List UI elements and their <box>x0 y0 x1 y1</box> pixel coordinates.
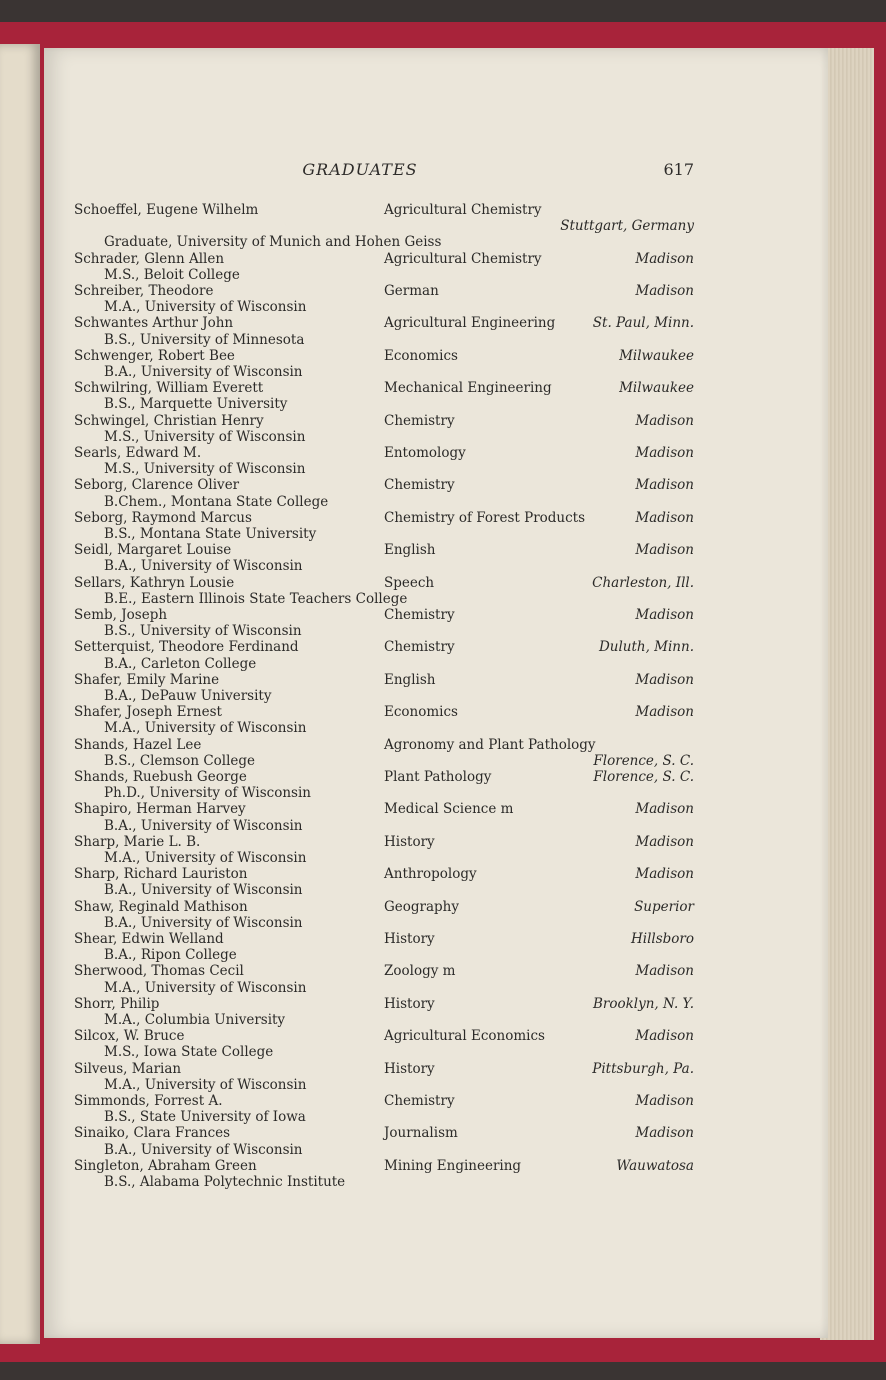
graduate-degree: M.A., University of Wisconsin <box>104 979 307 996</box>
graduate-name: Silveus, Marian <box>74 1060 182 1077</box>
graduate-degree: B.S., Alabama Polytechnic Institute <box>104 1174 346 1190</box>
graduate-field: German <box>384 283 439 299</box>
graduate-degree: B.E., Eastern Illinois State Teachers College <box>104 590 408 607</box>
graduate-location: Hillsboro <box>630 931 694 947</box>
graduate-name: Schwilring, William Everett <box>74 380 264 397</box>
graduate-degree: B.A., University of Wisconsin <box>104 882 303 899</box>
graduate-field: Plant Pathology <box>384 769 492 785</box>
graduate-degree: B.Chem., Montana State College <box>104 493 329 510</box>
graduate-name: Shapiro, Herman Harvey <box>74 801 246 818</box>
graduate-field: Mechanical Engineering <box>384 380 552 397</box>
graduate-name: Sharp, Richard Lauriston <box>74 866 248 883</box>
graduate-location: Madison <box>635 963 694 980</box>
graduate-field: Journalism <box>384 1125 458 1142</box>
graduate-location: Florence, S. C. <box>593 752 694 769</box>
graduate-field: Chemistry of Forest Products <box>384 509 586 526</box>
graduate-location: Charleston, Ill. <box>592 574 694 591</box>
graduate-degree: B.S., University of Minnesota <box>104 331 305 348</box>
graduate-field: Chemistry <box>384 477 455 494</box>
graduate-name: Seborg, Raymond Marcus <box>74 509 252 526</box>
graduate-name: Schwantes Arthur John <box>74 315 234 332</box>
graduate-name: Schoeffel, Eugene Wilhelm <box>74 202 259 218</box>
graduate-name: Schwenger, Robert Bee <box>74 347 235 364</box>
graduate-degree: M.S., Iowa State College <box>104 1044 274 1061</box>
graduate-degree: B.A., University of Wisconsin <box>104 1141 303 1158</box>
graduate-name: Sharp, Marie L. B. <box>74 833 201 850</box>
graduate-location: Madison <box>635 445 694 461</box>
graduate-field: Chemistry <box>384 412 455 429</box>
graduate-location: Milwaukee <box>619 380 694 397</box>
graduate-field: Economics <box>384 347 458 364</box>
graduate-field: Anthropology <box>384 866 477 883</box>
graduate-degree: M.A., University of Wisconsin <box>104 850 307 866</box>
graduate-name: Shorr, Philip <box>74 995 160 1012</box>
graduate-location: Madison <box>635 477 694 494</box>
graduate-degree: B.A., University of Wisconsin <box>104 817 303 834</box>
graduate-location: Wauwatosa <box>616 1157 694 1174</box>
graduate-location: Madison <box>635 801 694 818</box>
graduate-location: Duluth, Minn. <box>598 639 694 656</box>
graduate-location: Pittsburgh, Pa. <box>592 1060 694 1077</box>
graduate-degree: B.S., Montana State University <box>104 526 317 542</box>
graduate-name: Shands, Ruebush George <box>74 769 247 785</box>
graduate-degree: B.S., State University of Iowa <box>104 1109 306 1126</box>
graduate-name: Simmonds, Forrest A. <box>74 1093 223 1109</box>
graduate-name: Sellars, Kathryn Lousie <box>74 574 235 591</box>
graduate-field: History <box>384 995 435 1012</box>
graduate-degree: B.A., Carleton College <box>104 655 257 672</box>
graduate-name: Silcox, W. Bruce <box>74 1028 185 1045</box>
graduate-name: Seborg, Clarence Oliver <box>74 477 240 494</box>
graduate-location: Madison <box>635 1028 694 1045</box>
graduate-field: Speech <box>384 574 435 591</box>
graduate-field: History <box>384 931 435 947</box>
graduate-location: Superior <box>634 898 694 915</box>
graduate-location: Madison <box>635 509 694 526</box>
graduate-location: Madison <box>635 412 694 429</box>
graduate-field: Entomology <box>384 445 466 461</box>
graduate-name: Sinaiko, Clara Frances <box>74 1125 231 1142</box>
graduate-degree: B.A., Ripon College <box>104 947 237 964</box>
graduate-name: Schwingel, Christian Henry <box>74 412 264 429</box>
graduate-degree: B.A., University of Wisconsin <box>104 914 303 931</box>
graduate-location: Madison <box>635 283 694 299</box>
graduate-degree: M.S., University of Wisconsin <box>104 461 306 478</box>
graduate-degree: Ph.D., University of Wisconsin <box>104 785 311 802</box>
graduate-location: Madison <box>635 866 694 883</box>
graduate-field: Chemistry <box>384 1093 455 1109</box>
graduate-name: Schrader, Glenn Allen <box>74 250 225 267</box>
graduate-degree: B.A., University of Wisconsin <box>104 558 303 575</box>
graduate-name: Setterquist, Theodore Ferdinand <box>74 639 299 656</box>
graduate-degree: B.A., University of Wisconsin <box>104 364 303 380</box>
previous-page-edge <box>0 44 40 1344</box>
graduate-field: Agricultural Chemistry <box>384 250 542 267</box>
graduate-degree: B.A., DePauw University <box>104 688 272 704</box>
graduate-degree: M.A., Columbia University <box>104 1012 286 1028</box>
graduate-degree: M.A., University of Wisconsin <box>104 299 307 316</box>
graduate-location: Madison <box>635 833 694 850</box>
running-head: GRADUATES <box>302 160 418 179</box>
graduate-field: Agricultural Economics <box>384 1028 545 1045</box>
graduate-degree: M.A., University of Wisconsin <box>104 1076 307 1093</box>
graduate-location: Florence, S. C. <box>593 769 694 785</box>
graduate-field: Zoology m <box>384 963 456 980</box>
graduate-degree: B.S., University of Wisconsin <box>104 623 302 640</box>
graduate-field: Agricultural Chemistry <box>384 202 542 218</box>
graduate-degree: B.S., Marquette University <box>104 396 288 413</box>
graduate-location: Madison <box>635 250 694 267</box>
graduate-name: Shafer, Emily Marine <box>74 671 220 688</box>
graduate-field: Medical Science m <box>384 801 514 818</box>
graduate-field: Agronomy and Plant Pathology <box>384 736 596 753</box>
graduate-field: History <box>384 1060 435 1077</box>
graduate-location: Madison <box>635 1093 694 1109</box>
graduate-location: Madison <box>635 542 694 559</box>
graduate-field: Mining Engineering <box>384 1157 522 1174</box>
graduate-name: Sherwood, Thomas Cecil <box>74 963 244 980</box>
graduate-name: Semb, Joseph <box>74 607 168 623</box>
graduate-name: Singleton, Abraham Green <box>74 1157 257 1174</box>
graduate-location: Madison <box>635 607 694 623</box>
graduate-field: Geography <box>384 898 460 915</box>
graduate-name: Searls, Edward M. <box>74 445 202 461</box>
graduate-location: Madison <box>635 704 694 721</box>
graduate-field: Chemistry <box>384 607 455 623</box>
graduate-name: Shafer, Joseph Ernest <box>74 704 222 721</box>
graduate-name: Seidl, Margaret Louise <box>74 542 232 559</box>
graduate-location: Madison <box>635 671 694 688</box>
graduate-degree: M.S., Beloit College <box>104 266 240 283</box>
page-number: 617 <box>663 160 694 179</box>
graduate-location: Milwaukee <box>619 347 694 364</box>
page-stack-edges <box>820 48 874 1340</box>
graduate-field: Chemistry <box>384 639 455 656</box>
graduate-name: Schreiber, Theodore <box>74 283 214 299</box>
graduate-field: English <box>384 542 436 559</box>
graduate-field: Agricultural Engineering <box>384 315 556 332</box>
graduate-location: Madison <box>635 1125 694 1142</box>
graduate-degree: M.A., University of Wisconsin <box>104 720 307 737</box>
graduate-name: Shaw, Reginald Mathison <box>74 898 248 915</box>
graduate-field: History <box>384 833 435 850</box>
graduate-field: Economics <box>384 704 458 721</box>
graduate-name: Shear, Edwin Welland <box>74 931 224 947</box>
graduate-degree: Graduate, University of Munich and Hohen Geiss <box>104 234 442 251</box>
graduate-degree: M.S., University of Wisconsin <box>104 428 306 445</box>
graduate-location: Stuttgart, Germany <box>560 218 694 235</box>
graduate-location: Brooklyn, N. Y. <box>592 995 694 1012</box>
graduate-field: English <box>384 671 436 688</box>
graduate-degree: B.S., Clemson College <box>104 752 256 769</box>
graduate-name: Shands, Hazel Lee <box>74 736 202 753</box>
graduate-location: St. Paul, Minn. <box>592 315 694 332</box>
